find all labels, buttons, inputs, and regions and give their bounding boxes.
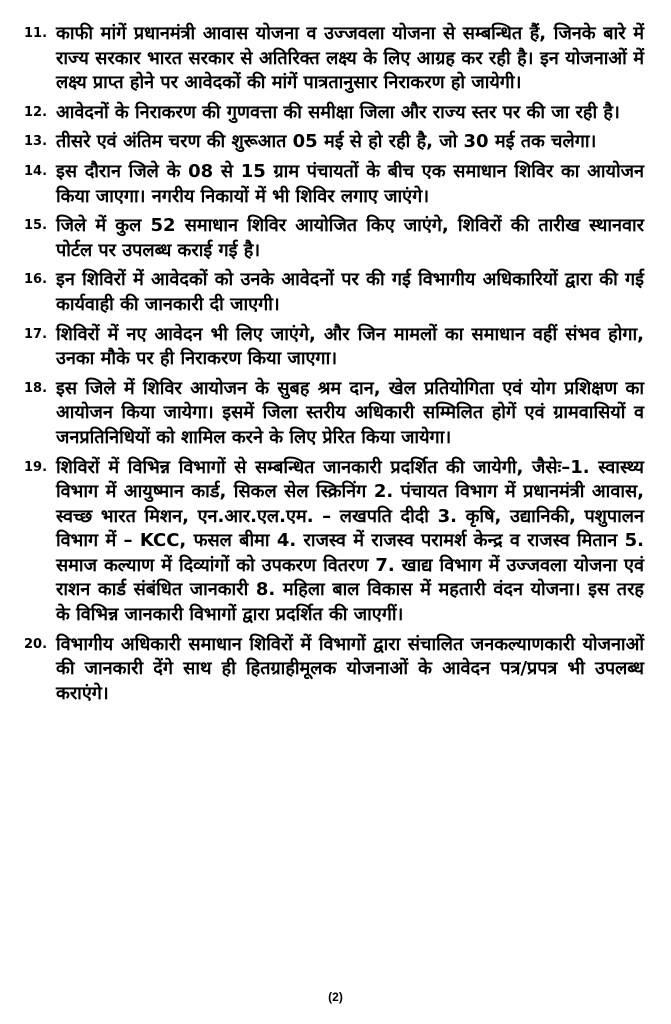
list-item-12 — [24, 101, 644, 126]
list-item-15 — [24, 214, 644, 263]
list-item-19 — [24, 456, 644, 628]
page-number: (2) — [328, 990, 343, 1004]
list-item-17 — [24, 323, 644, 372]
item-text: शिविरों में नए आवेदन भी लिए जाएंगे, और जिन मामलों का समाधान वहीं संभव होगा, उनका मौके पर ही निराकरण किया जाएगा। — [56, 323, 644, 370]
item-number: 12. — [24, 104, 48, 120]
item-text: जिले में कुल 52 समाधान शिविर आयोजित किए जाएंगे, शिविरों की तारीख स्थानवार पोर्टल पर उपलब्ध कराई गई है। — [56, 215, 644, 261]
item-number: 11. — [24, 26, 48, 41]
item-number: 17. — [24, 326, 48, 342]
list-item-13 — [24, 130, 644, 155]
item-text: शिविरों में विभिन्न विभागों से सम्बन्धित जानकारी प्रदर्शित की जायेगी, जैसेः–1. स्वास्थ्य विभाग में आयुष्मान कार्ड, सिकल सेल स्क्रिनिंग 2. पंचायत विभाग में प्रधानमंत्री आवास, स्वच्छ भारत मिशन, एन.आर.एल.एम. – लखपति दीदी 3. कृषि, उद्यानिकी, पशुपालन विभाग में – KCC, फसल बीमा 4. राजस्व में राजस्व परामर्श केन्द्र व राजस्व मितान 5. समाज कल्याण में दिव्यांगों को उपकरण वितरण 7. खाद्य विभाग में उज्जवला योजना एवं राशन कार्ड संबंधित जानकारी 8. महिला बाल विकास में महतारी वंदन योजना। इस तरह के विभिन्न जानकारी विभागों द्वारा प्रदर्शित की जाएगीं। — [56, 456, 644, 626]
list-item-20 — [24, 633, 644, 707]
numbered-list — [24, 22, 644, 711]
item-number: 14. — [24, 163, 48, 179]
item-number: 20. — [24, 636, 48, 652]
item-number: 13. — [24, 134, 48, 150]
list-item-11 — [24, 22, 644, 96]
item-text: आवेदनों के निराकरण की गुणवत्ता की समीक्षा जिला और राज्य स्तर पर की जा रही है। — [56, 101, 620, 123]
item-number: 18. — [24, 380, 48, 396]
list-item-14 — [24, 160, 644, 209]
item-text: विभागीय अधिकारी समाधान शिविरों में विभागों द्वारा संचालित जनकल्याणकारी योजनाओं की जानकारी देंगे साथ ही हितग्राहीमूलक योजनाओं के आवेदन पत्र/प्रपत्र भी उपलब्ध कराएंगे। — [56, 633, 644, 704]
item-number: 19. — [24, 459, 48, 475]
list-item-16 — [24, 268, 644, 317]
item-number: 16. — [24, 272, 48, 288]
item-text: तीसरे एवं अंतिम चरण की शुरूआत 05 मई से हो रही है, जो 30 मई तक चलेगा। — [56, 131, 597, 153]
list-item-18 — [24, 377, 644, 451]
item-text: काफी मांगें प्रधानमंत्री आवास योजना व उज्जवला योजना से सम्बन्धित हैं, जिनके बारे में राज्य सरकार भारत सरकार से अतिरिक्त लक्ष्य के लिए आग्रह कर रही है। इन योजनाओं में लक्ष्य प्राप्त होने पर आवेदकों की मांगें पात्रतानुसार निराकरण हो जायेगी। — [56, 23, 644, 94]
item-text: इस दौरान जिले के 08 से 15 ग्राम पंचायतों के बीच एक समाधान शिविर का आयोजन किया जाएगा। नगरीय निकायों में भी शिविर लगाए जाएंगे। — [56, 160, 644, 207]
item-text: इस जिले में शिविर आयोजन के सुबह श्रम दान, खेल प्रतियोगिता एवं योग प्रशिक्षण का आयोजन किया जायेगा। इसमें जिला स्तरीय अधिकारी सम्मिलित होगें एवं ग्रामवासियों व जनप्रतिनिधियों को शामिल करने के लिए प्रेरित किया जायेगा। — [56, 377, 644, 448]
item-number: 15. — [24, 218, 48, 234]
item-text: इन शिविरों में आवेदकों को उनके आवेदनों पर की गई विभागीय अधिकारियों द्वारा की गई कार्यवाही की जानकारी दी जाएगी। — [56, 269, 644, 315]
